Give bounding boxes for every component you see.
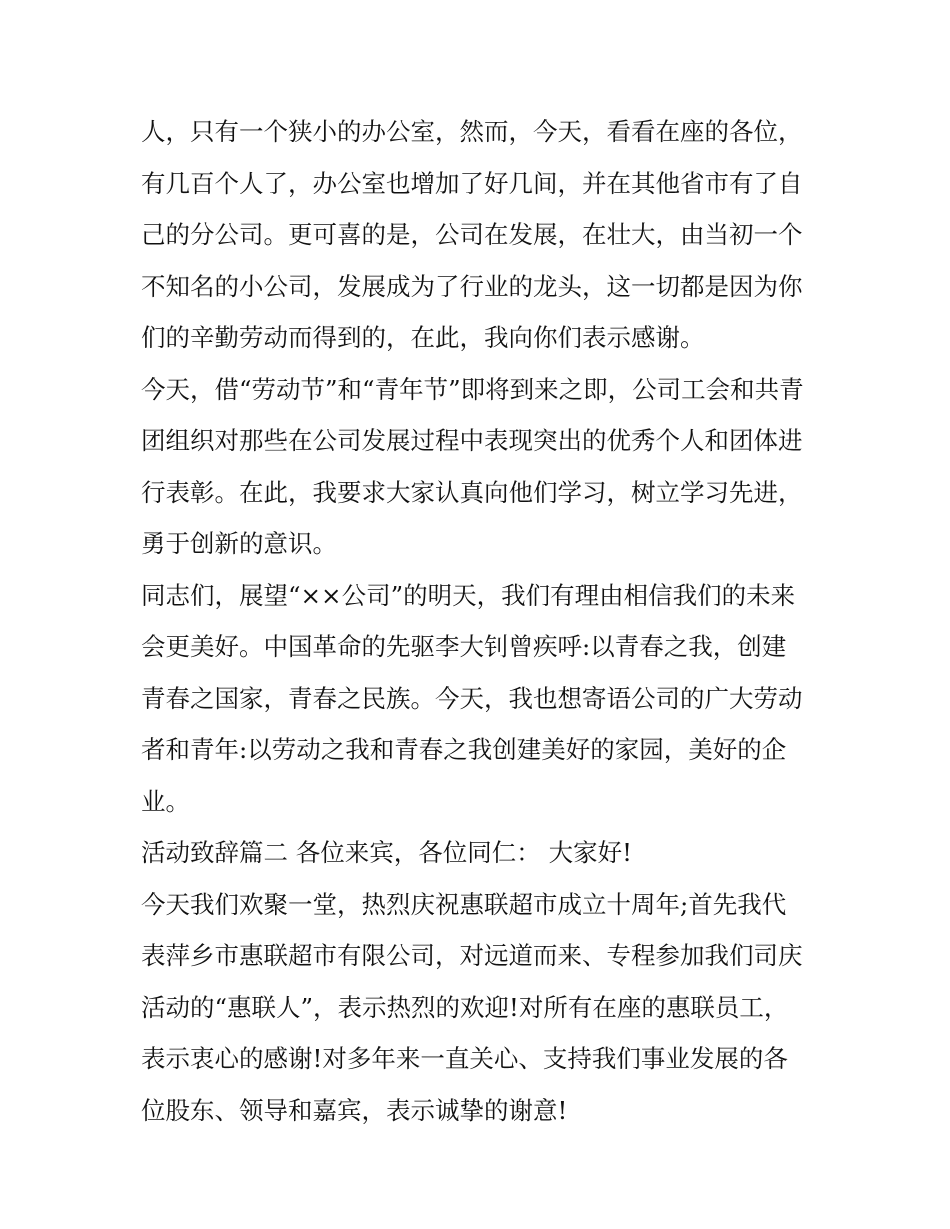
text-line: 青春之国家，青春之民族。今天，我也想寄语公司的广大劳动 [141,683,803,713]
text-line: 今天我们欢聚一堂，热烈庆祝惠联超市成立十周年;首先我代 [141,889,787,919]
text-line: 表萍乡市惠联超市有限公司，对远道而来、专程参加我们司庆 [141,941,803,970]
text-line: 有几百个人了，办公室也增加了好几间，并在其他省市有了自 [141,168,803,198]
text-line: 同志们，展望“××公司”的明天，我们有理由相信我们的未来 [141,580,796,610]
text-line: 人，只有一个狭小的办公室，然而，今天，看看在座的各位， [141,117,803,146]
text-line: 位股东、领导和嘉宾，表示诚挚的谢意! [141,1095,568,1125]
text-line: 业。 [141,786,190,816]
text-line: 会更美好。中国革命的先驱李大钊曾疾呼:以青春之我，创建 [141,632,787,661]
text-line: 勇于创新的意识。 [141,529,337,558]
text-line: 们的辛勤劳动而得到的，在此，我向你们表示感谢。 [141,323,705,352]
text-line: 己的分公司。更可喜的是，公司在发展，在壮大，由当初一个 [141,220,803,249]
text-line: 活动的“惠联人”，表示热烈的欢迎!对所有在座的惠联员工， [141,992,789,1022]
section-heading-line: 活动致辞篇二 各位来宾，各位同仁： 大家好! [141,838,632,867]
text-line: 今天，借“劳动节”和“青年节”即将到来之即，公司工会和共青 [141,374,804,404]
text-line: 者和青年:以劳动之我和青春之我创建美好的家园，美好的企 [141,735,787,764]
text-line: 团组织对那些在公司发展过程中表现突出的优秀个人和团体进 [141,426,803,455]
text-line: 行表彰。在此，我要求大家认真向他们学习，树立学习先进， [141,477,803,507]
document-body [141,106,831,1136]
text-line: 表示衷心的感谢!对多年来一直关心、支持我们事业发展的各 [141,1044,788,1073]
text-line: 不知名的小公司，发展成为了行业的龙头，这一切都是因为你 [141,271,803,301]
